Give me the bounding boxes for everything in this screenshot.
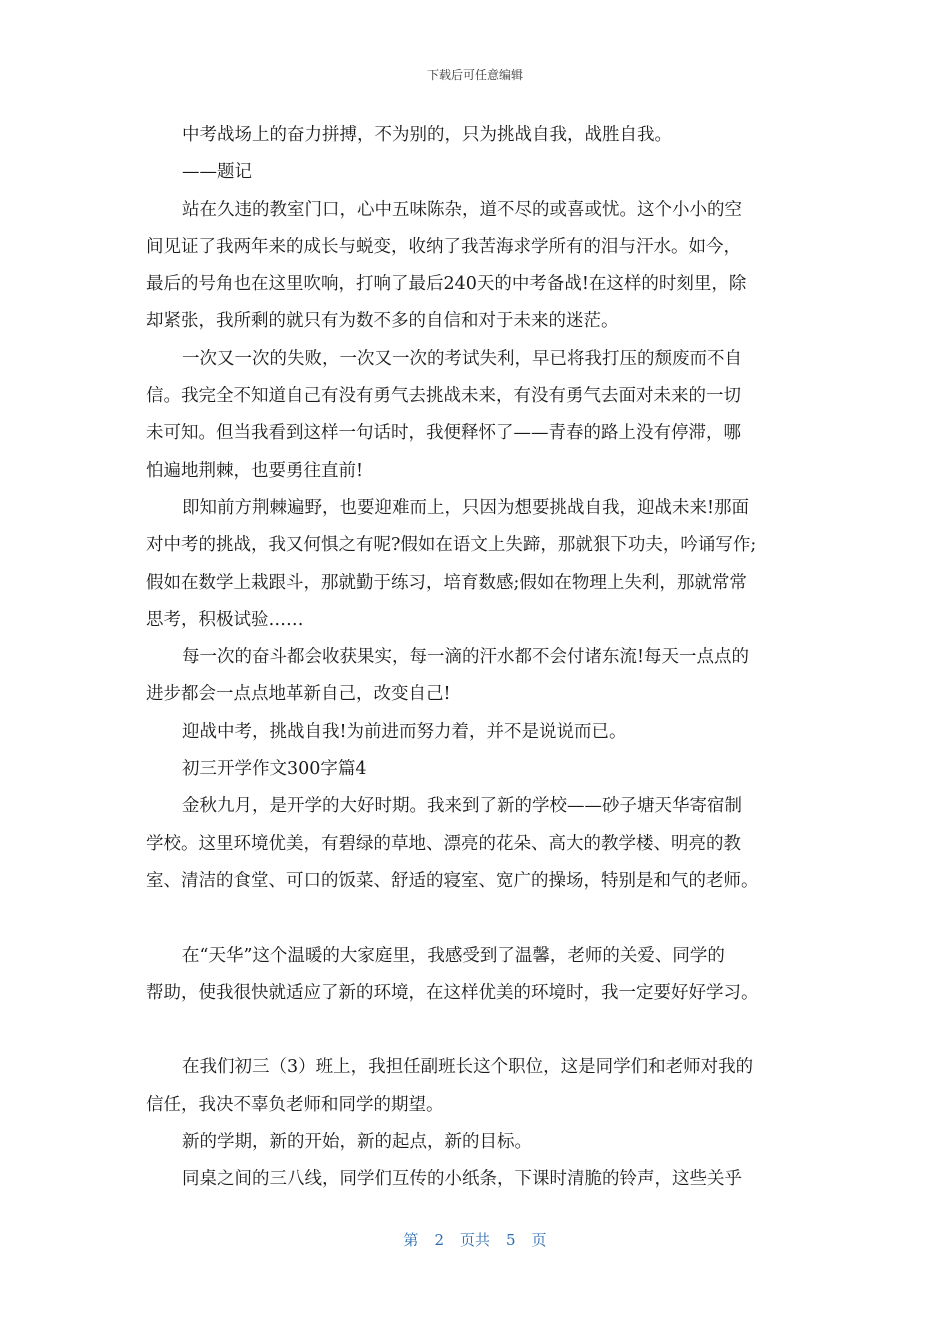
footer-middle: 页共: [459, 1231, 490, 1249]
page-header: 下载后可任意编辑: [426, 68, 523, 82]
text-line: 一次又一次的失败，一次又一次的考试失利，早已将我打压的颓废而不自: [182, 348, 742, 369]
text-line: 同桌之间的三八线，同学们互传的小纸条，下课时清脆的铃声，这些关乎: [182, 1169, 742, 1190]
text-line: 中考战场上的奋力拼搏，不为别的，只为挑战自我，战胜自我。: [182, 125, 672, 145]
blank-line: [146, 900, 808, 937]
footer-suffix: 页: [531, 1231, 547, 1249]
footer-page-number: 2: [434, 1231, 444, 1249]
footer-prefix: 第: [403, 1231, 419, 1249]
text-line: 进步都会一点点地革新自己，改变自己!: [146, 684, 451, 705]
text-line: 却紧张，我所剩的就只有为数不多的自信和对于未来的迷茫。: [146, 311, 619, 332]
text-line: 初三开学作文300字篇4: [182, 759, 367, 780]
text-line: 站在久违的教室门口，心中五味陈杂，道不尽的或喜或忧。这个小小的空: [182, 199, 742, 220]
text-line: 对中考的挑战，我又何惧之有呢?假如在语文上失蹄，那就狠下功夫，吟诵写作;: [146, 535, 757, 556]
text-line: 学校。这里环境优美，有碧绿的草地、漂亮的花朵、高大的教学楼、明亮的教: [146, 833, 741, 854]
text-line: 怕遍地荆棘，也要勇往直前!: [146, 460, 364, 481]
text-line: 最后的号角也在这里吹响，打响了最后240天的中考备战!在这样的时刻里，除: [146, 274, 747, 295]
text-line: 假如在数学上栽跟斗，那就勤于练习，培育数感;假如在物理上失利，那就常常: [146, 572, 747, 593]
text-line: 信任，我决不辜负老师和同学的期望。: [146, 1094, 444, 1115]
page-footer: [0, 1229, 950, 1250]
text-line: 思考，积极试验……: [146, 609, 304, 630]
footer-total-pages: 5: [506, 1231, 516, 1249]
text-line: 间见证了我两年来的成长与蜕变，收纳了我苦海求学所有的泪与汗水。如今，: [146, 236, 741, 257]
text-line: 即知前方荆棘遍野，也要迎难而上，只因为想要挑战自我，迎战未来!那面: [182, 497, 750, 518]
text-line: ——题记: [182, 162, 252, 183]
text-line: 金秋九月，是开学的大好时期。我来到了新的学校——砂子塘天华寄宿制: [182, 796, 742, 817]
text-line: 室、清洁的食堂、可口的饭菜、舒适的寝室、宽广的操场，特别是和气的老师。: [146, 870, 759, 891]
text-line: 新的学期，新的开始，新的起点，新的目标。: [182, 1132, 532, 1153]
text-line: 在我们初三（3）班上，我担任副班长这个职位，这是同学们和老师对我的: [182, 1057, 754, 1078]
blank-line: [146, 1012, 808, 1049]
text-line: 帮助，使我很快就适应了新的环境，在这样优美的环境时，我一定要好好学习。: [146, 982, 759, 1003]
text-line: 未可知。但当我看到这样一句话时，我便释怀了——青春的路上没有停滞，哪: [146, 423, 741, 444]
text-line: 每一次的奋斗都会收获果实，每一滴的汗水都不会付诸东流!每天一点点的: [182, 647, 750, 668]
text-line: 迎战中考，挑战自我!为前进而努力着，并不是说说而已。: [182, 721, 627, 742]
document-body: [146, 117, 808, 1199]
text-line: 在“天华”这个温暖的大家庭里，我感受到了温馨，老师的关爱、同学的: [182, 945, 725, 966]
text-line: 信。我完全不知道自己有没有勇气去挑战未来，有没有勇气去面对未来的一切: [146, 386, 741, 407]
